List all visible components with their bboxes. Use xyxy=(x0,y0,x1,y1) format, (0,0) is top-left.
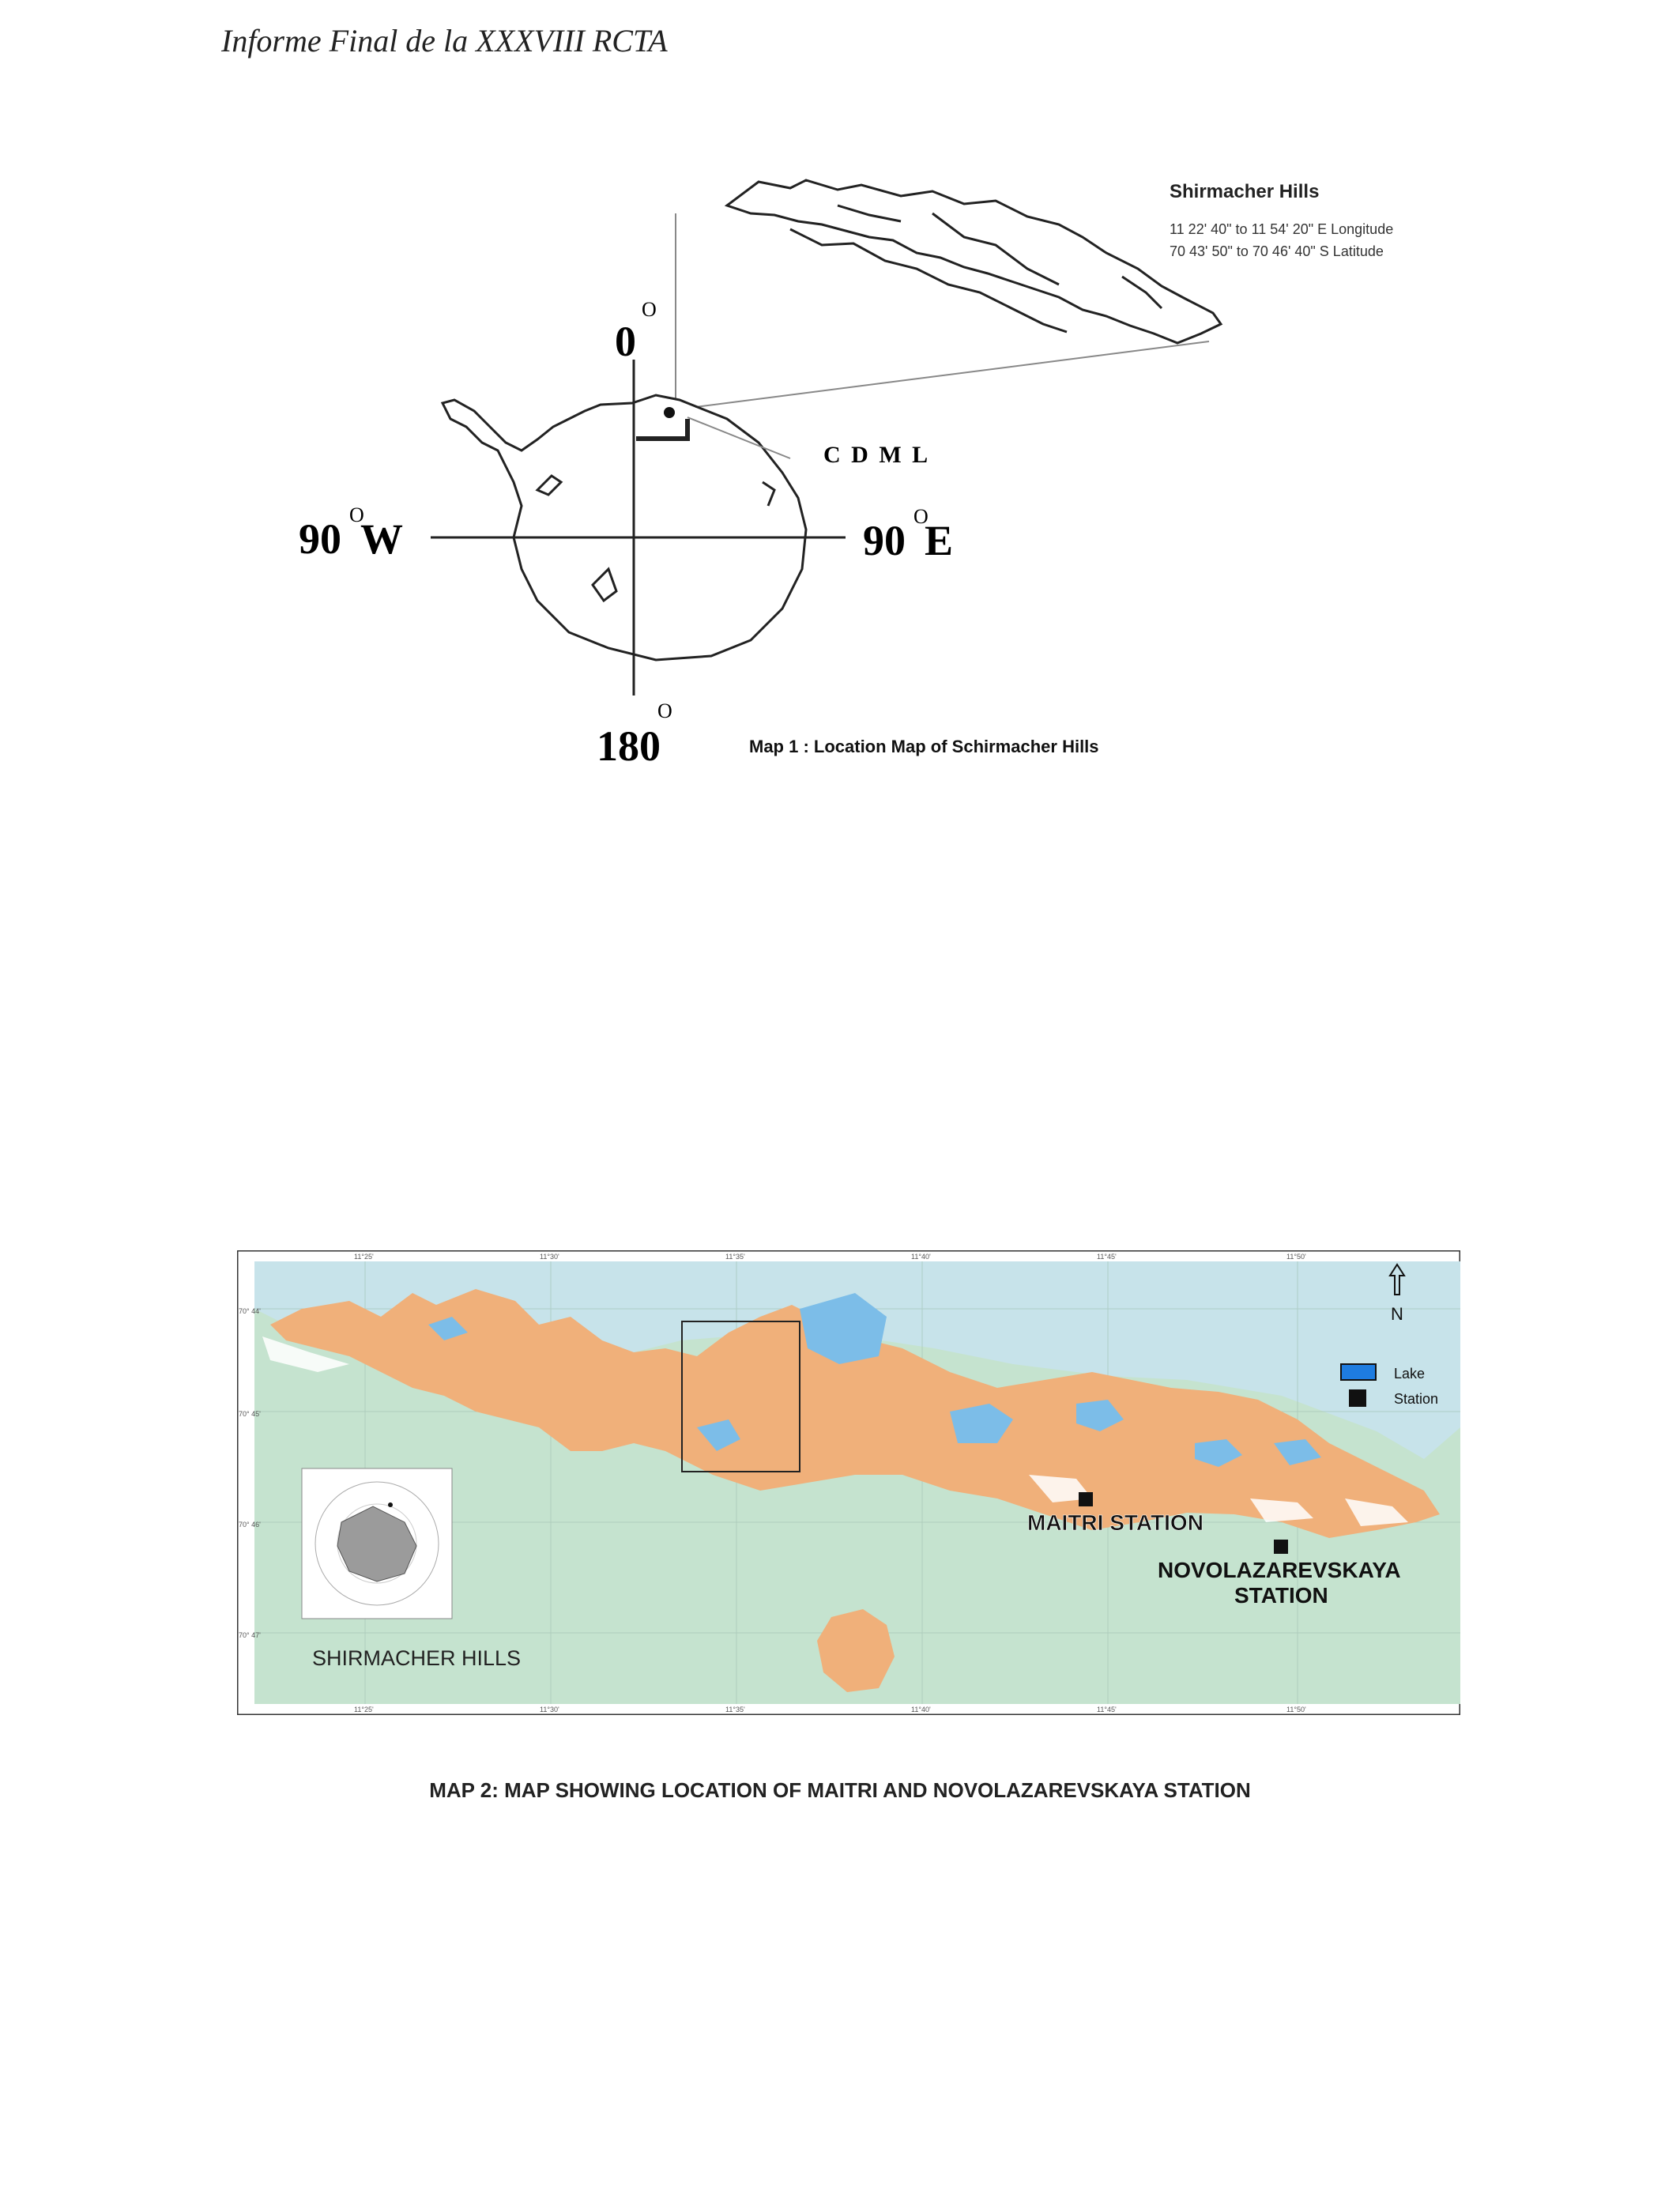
label-0-deg: 0 xyxy=(615,318,636,365)
north-label: N xyxy=(1391,1304,1403,1324)
schirmacher-outline-inset xyxy=(727,180,1221,343)
inset-title: Shirmacher Hills xyxy=(1170,181,1320,202)
longitude-tick-label: 11°50' xyxy=(1286,1253,1306,1261)
longitude-tick-label: 11°25' xyxy=(354,1253,374,1261)
longitude-tick-label: 11°50' xyxy=(1286,1706,1306,1713)
label-90e-symbol: O xyxy=(913,505,929,528)
label-90w-dir: W xyxy=(360,515,403,563)
station-legend-label: Station xyxy=(1394,1391,1439,1407)
longitude-tick-label: 11°40' xyxy=(911,1253,931,1261)
station-legend-swatch xyxy=(1349,1389,1366,1407)
longitude-tick-label: 11°35' xyxy=(725,1253,745,1261)
longitude-tick-label: 11°35' xyxy=(725,1706,745,1713)
label-0-deg-symbol: O xyxy=(642,298,657,321)
antarctica-outline xyxy=(443,395,806,660)
latitude-tick-label: 70° 47' xyxy=(239,1631,261,1639)
label-90e-dir: E xyxy=(925,517,954,564)
location-map-1 xyxy=(284,158,1407,775)
map1-caption: Map 1 : Location Map of Schirmacher Hills xyxy=(749,737,1099,756)
inset-longitude: 11 22' 40" to 11 54' 20" E Longitude xyxy=(1170,221,1394,237)
maitri-station-marker xyxy=(1079,1492,1093,1506)
longitude-tick-label: 11°45' xyxy=(1097,1706,1117,1713)
latitude-tick-label: 70° 45' xyxy=(239,1410,261,1418)
lake-legend-label: Lake xyxy=(1394,1366,1426,1382)
novo-station-marker xyxy=(1274,1540,1288,1554)
longitude-tick-label: 11°45' xyxy=(1097,1253,1117,1261)
map2-caption: MAP 2: MAP SHOWING LOCATION OF MAITRI AND NOVOLAZAREVSKAYA STATION xyxy=(429,1778,1251,1802)
label-180-deg: 180 xyxy=(597,722,661,770)
shirmacher-hills-label: SHIRMACHER HILLS xyxy=(312,1646,522,1670)
label-90w-num: 90 xyxy=(299,515,341,563)
longitude-tick-label: 11°40' xyxy=(911,1706,931,1713)
longitude-tick-label: 11°30' xyxy=(540,1706,559,1713)
longitude-tick-label: 11°30' xyxy=(540,1253,559,1261)
label-90e-num: 90 xyxy=(863,517,906,564)
antarctica-inset xyxy=(302,1468,452,1619)
novo-station-label-2: STATION xyxy=(1234,1583,1328,1608)
location-map-2 xyxy=(237,1250,1460,1715)
inset-latitude: 70 43' 50" to 70 46' 40" S Latitude xyxy=(1170,243,1384,259)
novo-station-label-1: NOVOLAZAREVSKAYA xyxy=(1158,1558,1401,1582)
latitude-tick-label: 70° 46' xyxy=(239,1521,261,1529)
lake-legend-swatch xyxy=(1341,1364,1376,1380)
latitude-tick-label: 70° 44' xyxy=(239,1307,261,1315)
cdml-label: C D M L xyxy=(823,442,931,468)
page-header: Informe Final de la XXXVIII RCTA xyxy=(221,23,668,58)
label-180-deg-symbol: O xyxy=(657,699,672,722)
longitude-tick-label: 11°25' xyxy=(354,1706,374,1713)
label-90w-symbol: O xyxy=(349,503,364,526)
maitri-station-label: MAITRI STATION xyxy=(1027,1510,1203,1535)
